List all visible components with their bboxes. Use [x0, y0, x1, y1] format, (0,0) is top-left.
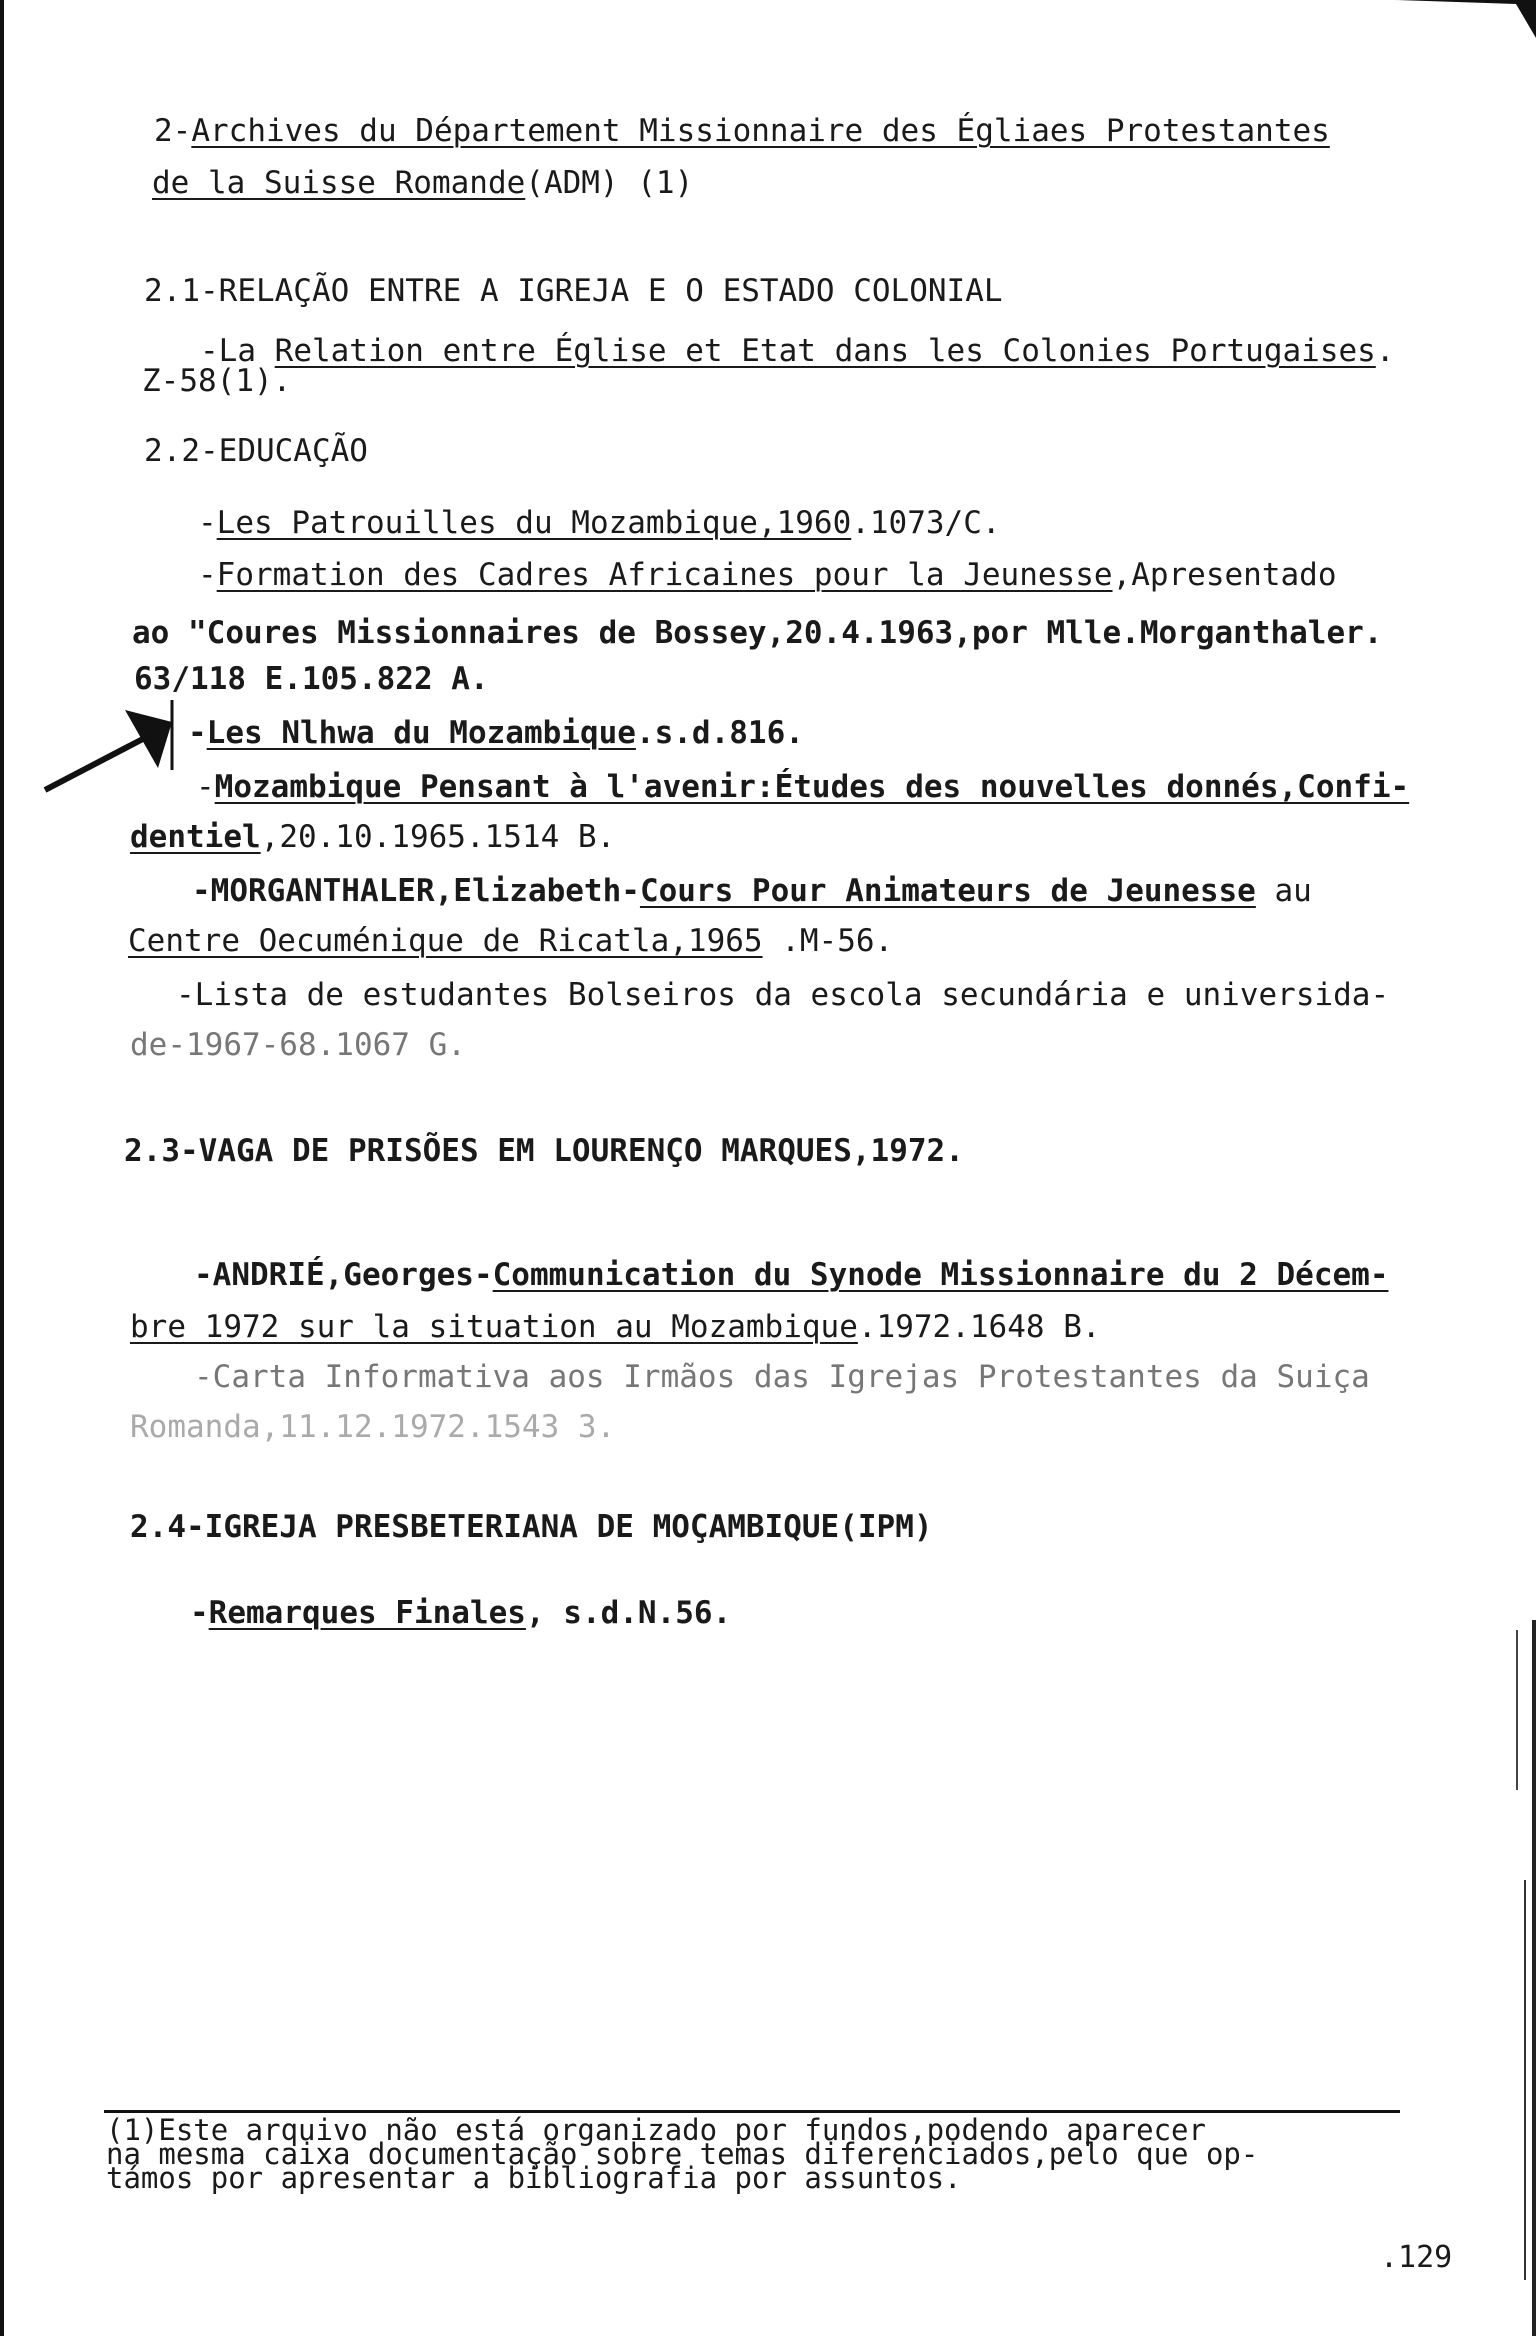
- s22-e4-line2-rest: ,20.10.1965.1514 B.: [260, 819, 616, 855]
- s21-entry-dash: -La: [200, 333, 275, 369]
- s23-e1-line2-title: bre 1972 sur la situation au Mozambique: [130, 1309, 858, 1345]
- scan-edge-left: [0, 0, 4, 2336]
- s22-e2-title: Formation des Cadres Africaines pour la Jeunesse: [216, 557, 1113, 593]
- section-2-3-title: 2.3-VAGA DE PRISÕES EM LOURENÇO MARQUES,1972.: [124, 1133, 964, 1169]
- handwritten-arrow-mark: [40, 690, 190, 800]
- s22-entry-4: [196, 768, 1409, 806]
- s23-entry-1: [194, 1256, 1388, 1294]
- s22-e1-ref: .1073/C.: [851, 505, 1001, 541]
- section-2-2-title: 2.2-EDUCAÇÃO: [144, 433, 368, 469]
- scan-edge-right-inner: [1524, 1880, 1526, 2280]
- s24-e1-ref: , s.d.N.56.: [525, 1595, 732, 1631]
- s21-entry-title: Relation entre Église et Etat dans les Colonies Portugaises: [274, 333, 1376, 369]
- s23-entry-2: -Carta Informativa aos Irmãos das Igrejas Protestantes da Suiça: [194, 1359, 1370, 1395]
- heading-suffix: (ADM) (1): [525, 165, 694, 201]
- s21-entry: [200, 332, 1394, 370]
- s22-e4-title: Mozambique Pensant à l'avenir:Études des nouvelles donnés,Confi-: [214, 769, 1410, 805]
- s23-e1-title: Communication du Synode Missionnaire du 2 Décem-: [492, 1257, 1389, 1293]
- scan-corner-mark: [1396, 0, 1536, 40]
- section-2-1-title: 2.1-RELAÇÃO ENTRE A IGREJA E O ESTADO COLONIAL: [144, 273, 1003, 309]
- s24-e1-dash: -: [190, 1595, 209, 1631]
- s22-e5-author: -MORGANTHALER,Elizabeth-: [192, 873, 640, 909]
- s22-entry-5: [192, 872, 1312, 910]
- s22-e4-line2-title: dentiel: [130, 819, 261, 855]
- s23-e1-line2-rest: .1972.1648 B.: [857, 1309, 1101, 1345]
- scan-edge-right: [1532, 1620, 1536, 2336]
- s24-entry-1: [190, 1594, 731, 1632]
- s22-e5-line2-rest: .M-56.: [762, 923, 894, 959]
- s23-e1-author: -ANDRIÉ,Georges-: [194, 1257, 493, 1293]
- s23-entry-1-line2: [130, 1308, 1101, 1346]
- footnote-line1: (1)Este arquivo não está organizado por fundos,podendo aparecer: [106, 2113, 1206, 2147]
- footnote-line3: támos por apresentar a bibliografia por assuntos.: [106, 2161, 962, 2195]
- s22-entry-3: [188, 714, 804, 752]
- s22-entry-2-line2: ao "Coures Missionnaires de Bossey,20.4.1963,por Mlle.Morganthaler.: [132, 615, 1383, 651]
- section-2-4-title: 2.4-IGREJA PRESBETERIANA DE MOÇAMBIQUE(IPM): [130, 1509, 933, 1545]
- s22-e4-dash: -: [196, 769, 215, 805]
- s22-e3-dash: -: [188, 715, 207, 751]
- s22-entry-1: [198, 504, 1001, 542]
- heading-number: 2-: [154, 113, 192, 149]
- s22-e3-title: Les Nlhwa du Mozambique: [206, 715, 636, 751]
- s24-e1-title: Remarques Finales: [208, 1595, 526, 1631]
- s22-entry-2-line3: 63/118 E.105.822 A.: [134, 661, 489, 697]
- s22-e5-rest: au: [1255, 873, 1312, 909]
- s22-e2-dash: -: [198, 557, 217, 593]
- heading-title-cont: de la Suisse Romande: [152, 165, 526, 201]
- s21-entry-ref: Z-58(1).: [142, 363, 292, 399]
- archive-heading-line1: [154, 112, 1330, 150]
- s22-entry-4-line2: [130, 818, 615, 856]
- s22-e1-dash: -: [198, 505, 217, 541]
- s22-entry-2: [198, 556, 1337, 594]
- s22-entry-5-line2: [128, 922, 893, 960]
- heading-title: Archives du Département Missionnaire des Égliaes Protestantes: [191, 113, 1330, 149]
- s22-entry-6: -Lista de estudantes Bolseiros da escola secundária e universida-: [176, 977, 1390, 1013]
- s22-e5-line2-title: Centre Oecuménique de Ricatla,1965: [128, 923, 763, 959]
- s21-entry-end: .: [1375, 333, 1395, 369]
- s22-e1-title: Les Patrouilles du Mozambique,1960: [216, 505, 852, 541]
- s22-e2-rest: ,Apresentado: [1112, 557, 1337, 593]
- page-number: .129: [1380, 2240, 1453, 2275]
- archive-heading-line2: [152, 164, 693, 202]
- s22-e3-ref: .s.d.816.: [635, 715, 804, 751]
- s23-entry-2-line2: Romanda,11.12.1972.1543 3.: [130, 1409, 616, 1445]
- s22-entry-6-line2: de-1967-68.1067 G.: [130, 1027, 466, 1063]
- s22-e5-title: Cours Pour Animateurs de Jeunesse: [639, 873, 1256, 909]
- footnote-line2: na mesma caixa documentação sobre temas diferenciados,pelo que op-: [106, 2137, 1259, 2171]
- scan-edge-right-mark: [1516, 1630, 1518, 1790]
